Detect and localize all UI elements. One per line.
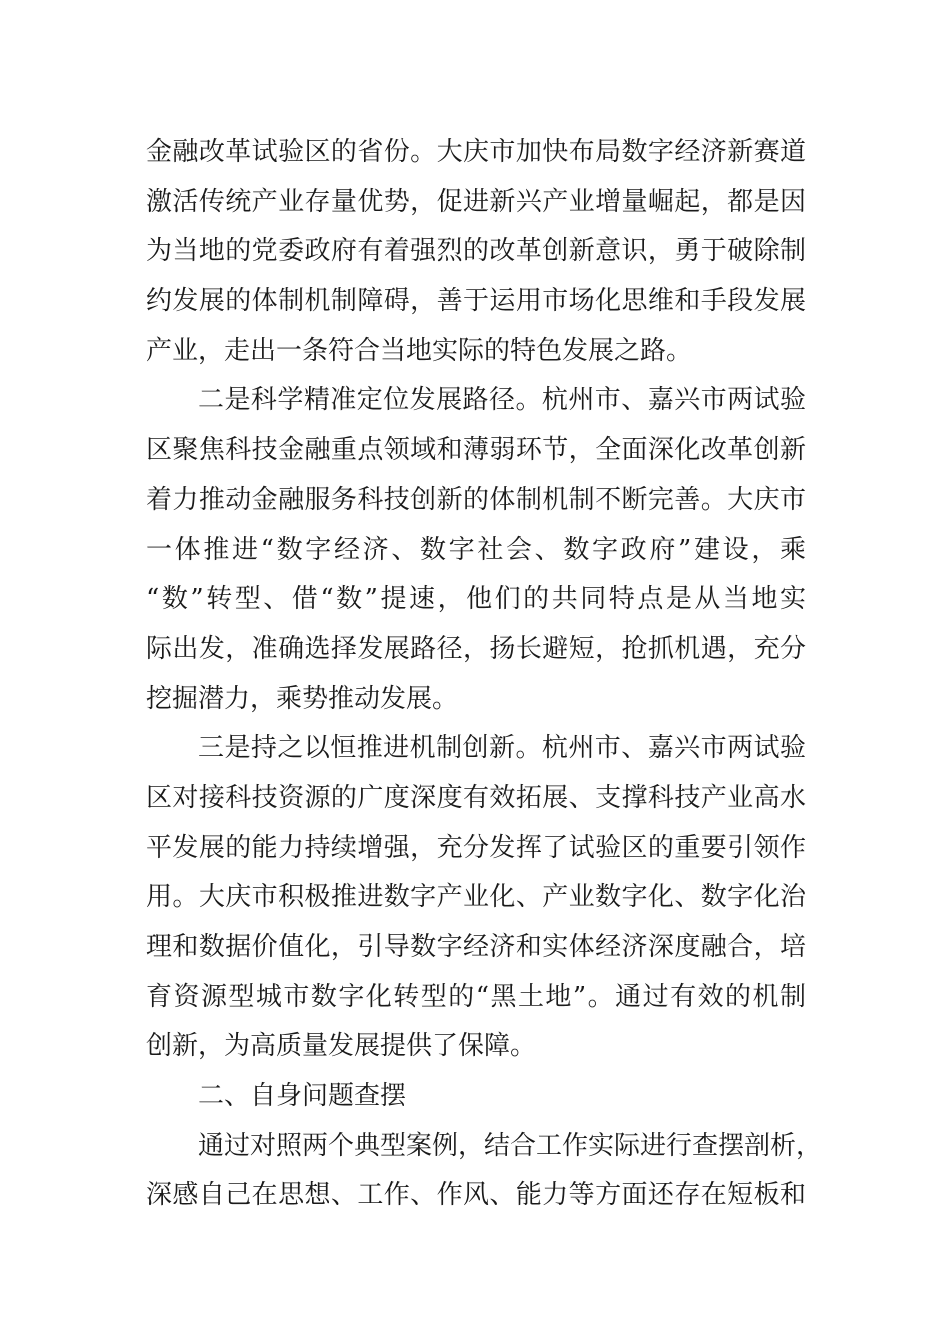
text-line: 挖掘潜力，乘势推动发展。 [146,683,459,714]
text-line: 区聚焦科技金融重点领域和薄弱环节，全面深化改革创新 [146,435,806,466]
text-line: 约发展的体制机制障碍，善于运用市场化思维和手段发展 [146,286,806,317]
text-line: 创新，为高质量发展提供了保障。 [146,1031,537,1062]
document-body [146,128,826,1221]
text-line: 育资源型城市数字化转型的“黑土地”。通过有效的机制 [146,981,806,1012]
text-line: 一体推进“数字经济、数字社会、数字政府”建设，乘 [146,534,806,565]
text-line: 二是科学精准定位发展路径。杭州市、嘉兴市两试验 [198,385,806,416]
text-line: 深感自己在思想、工作、作风、能力等方面还存在短板和 [146,1180,806,1211]
text-line: 平发展的能力持续增强，充分发挥了试验区的重要引领作 [146,832,806,863]
text-line: 理和数据价值化，引导数字经济和实体经济深度融合，培 [146,932,806,962]
text-line: 激活传统产业存量优势，促进新兴产业增量崛起，都是因 [146,186,806,217]
text-line: 产业，走出一条符合当地实际的特色发展之路。 [146,335,693,366]
text-line: 用。大庆市积极推进数字产业化、产业数字化、数字化治 [146,882,806,913]
text-line: 金融改革试验区的省份。大庆市加快布局数字经济新赛道 [146,137,806,167]
text-line: 三是持之以恒推进机制创新。杭州市、嘉兴市两试验 [198,733,806,764]
text-line: 区对接科技资源的广度深度有效拓展、支撑科技产业高水 [146,782,806,813]
text-line: 二、自身问题查摆 [198,1081,407,1112]
text-line: 为当地的党委政府有着强烈的改革创新意识，勇于破除制 [146,236,806,267]
text-line: 际出发，准确选择发展路径，扬长避短，抢抓机遇，充分 [146,633,806,664]
text-line: 着力推动金融服务科技创新的体制机制不断完善。大庆市 [146,484,806,515]
text-line: 通过对照两个典型案例，结合工作实际进行查摆剖析， [198,1130,823,1161]
text-line: “数”转型、借“数”提速，他们的共同特点是从当地实 [146,584,806,615]
